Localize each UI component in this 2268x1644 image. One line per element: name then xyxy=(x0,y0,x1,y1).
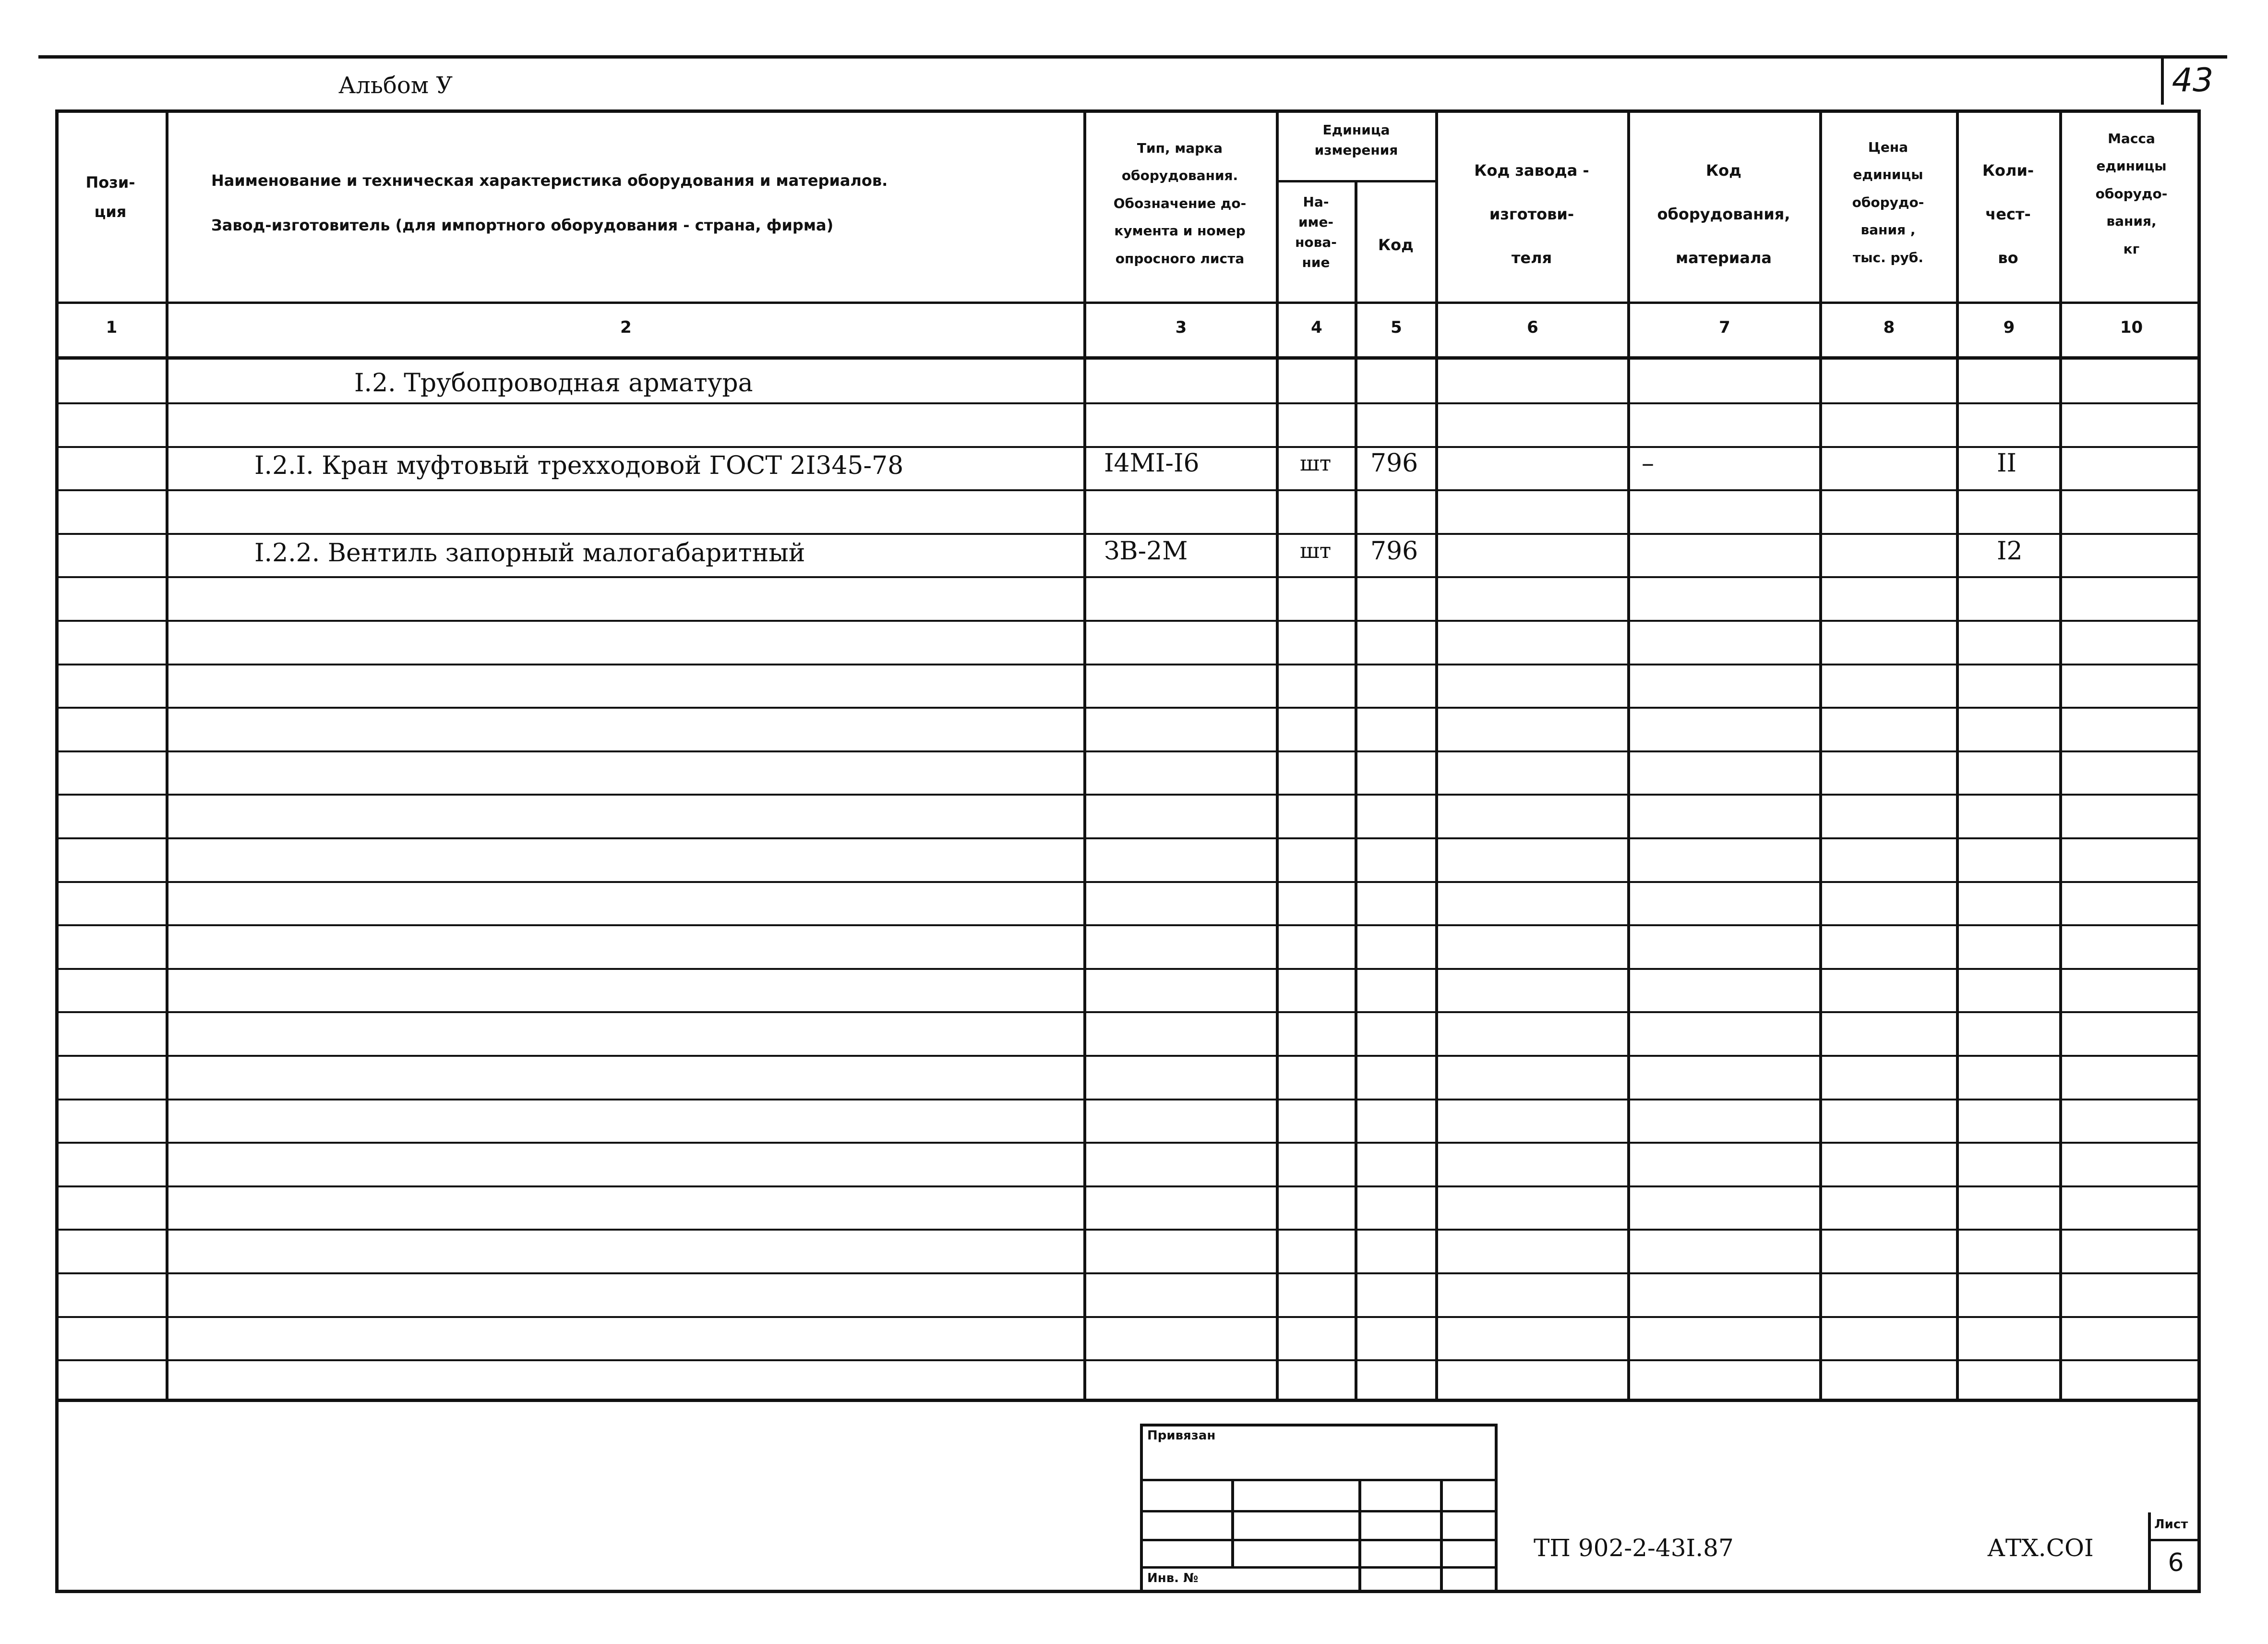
row-3-qty: II xyxy=(1997,449,2017,478)
row-line xyxy=(55,968,2201,970)
colnum-6: 6 xyxy=(1527,318,1538,337)
stamp-line xyxy=(1140,1539,1498,1541)
stamp-divider xyxy=(1231,1479,1234,1568)
header-col4: На- име- нова- ние xyxy=(1295,194,1337,270)
header-col7: Код оборудования, материала xyxy=(1657,161,1790,267)
row-3-name: I.2.I. Кран муфтовый трехходовой ГОСТ 2I345-78 xyxy=(254,451,904,480)
header-col2: Наименование и техническая характеристика оборудования и материалов. Завод-изготовитель (для импортного оборудования - страна, фирма) xyxy=(211,171,888,234)
list-divider xyxy=(2148,1539,2201,1541)
col-divider xyxy=(1355,181,1357,1401)
colnum-5: 5 xyxy=(1391,318,1402,337)
row-line xyxy=(55,750,2201,752)
row-line xyxy=(55,576,2201,578)
row-5-unit: шт xyxy=(1300,539,1332,563)
header-col5: Код xyxy=(1378,236,1414,254)
row-1-name: I.2. Трубопроводная арматура xyxy=(354,369,753,398)
header-col10: Масса единицы оборудо- вания, кг xyxy=(2095,131,2168,257)
colnum-4: 4 xyxy=(1311,318,1322,337)
row-line xyxy=(55,1142,2201,1144)
table-body-bottom xyxy=(55,1399,2201,1402)
unit-divider xyxy=(1276,180,1437,182)
colnum-9: 9 xyxy=(2003,318,2015,337)
row-line xyxy=(55,1359,2201,1361)
stamp-privyazan: Привязан xyxy=(1147,1428,1216,1443)
header-col1: Пози- ция xyxy=(85,173,135,221)
row-3-unit: шт xyxy=(1300,451,1332,476)
album-label: Альбом У xyxy=(338,72,453,99)
row-5-name: I.2.2. Вентиль запорный малогабаритный xyxy=(254,539,805,568)
numbers-bottom-line xyxy=(55,356,2201,360)
row-5-qty: I2 xyxy=(1997,537,2023,566)
row-5-type: ЗВ-2М xyxy=(1104,537,1188,566)
header-col8: Цена единицы оборудо- вания , тыс. руб. xyxy=(1852,139,1924,266)
row-line xyxy=(55,1055,2201,1057)
doc-designation: ТП 902-2-43I.87 xyxy=(1534,1534,1734,1562)
row-line xyxy=(55,1185,2201,1187)
doc-code: АТХ.СОI xyxy=(1987,1534,2094,1562)
row-line xyxy=(55,620,2201,622)
colnum-2: 2 xyxy=(620,318,632,337)
row-line xyxy=(55,924,2201,926)
row-line xyxy=(55,533,2201,535)
row-3-type: I4МI-I6 xyxy=(1104,449,1200,478)
row-line xyxy=(55,446,2201,448)
stamp-line xyxy=(1140,1566,1498,1569)
header-col3: Тип, марка оборудования. Обозначение до- кумента и номер опросного листа xyxy=(1113,140,1247,266)
stamp-divider xyxy=(1440,1479,1443,1593)
colnum-10: 10 xyxy=(2120,318,2143,337)
row-line xyxy=(55,1229,2201,1231)
header-bottom-line xyxy=(55,302,2201,304)
row-5-code: 796 xyxy=(1370,537,1418,566)
row-3-code: 796 xyxy=(1370,449,1418,478)
row-line xyxy=(55,1272,2201,1274)
row-line xyxy=(55,1316,2201,1318)
row-line xyxy=(55,402,2201,404)
row-line xyxy=(55,489,2201,491)
row-line xyxy=(55,881,2201,883)
list-label: Лист xyxy=(2154,1517,2188,1532)
row-line xyxy=(55,794,2201,796)
row-3-col7: – xyxy=(1642,449,1654,478)
colnum-3: 3 xyxy=(1175,318,1187,337)
stamp-line xyxy=(1140,1479,1498,1481)
stamp-line xyxy=(1140,1510,1498,1512)
header-col9: Коли- чест- во xyxy=(1982,161,2034,267)
row-line xyxy=(55,1011,2201,1013)
row-line xyxy=(55,837,2201,839)
colnum-1: 1 xyxy=(106,318,118,337)
colnum-8: 8 xyxy=(1883,318,1895,337)
row-line xyxy=(55,664,2201,665)
stamp-divider xyxy=(1358,1479,1361,1593)
stamp-inv: Инв. № xyxy=(1147,1571,1199,1585)
row-line xyxy=(55,707,2201,709)
header-col6: Код завода - изготови- теля xyxy=(1474,161,1589,267)
list-number: 6 xyxy=(2168,1548,2184,1577)
colnum-7: 7 xyxy=(1719,318,1730,337)
header-unit: Единица измерения xyxy=(1314,122,1398,158)
sheet-number: 43 xyxy=(2161,57,2221,105)
top-rule xyxy=(38,55,2227,59)
row-line xyxy=(55,1099,2201,1100)
